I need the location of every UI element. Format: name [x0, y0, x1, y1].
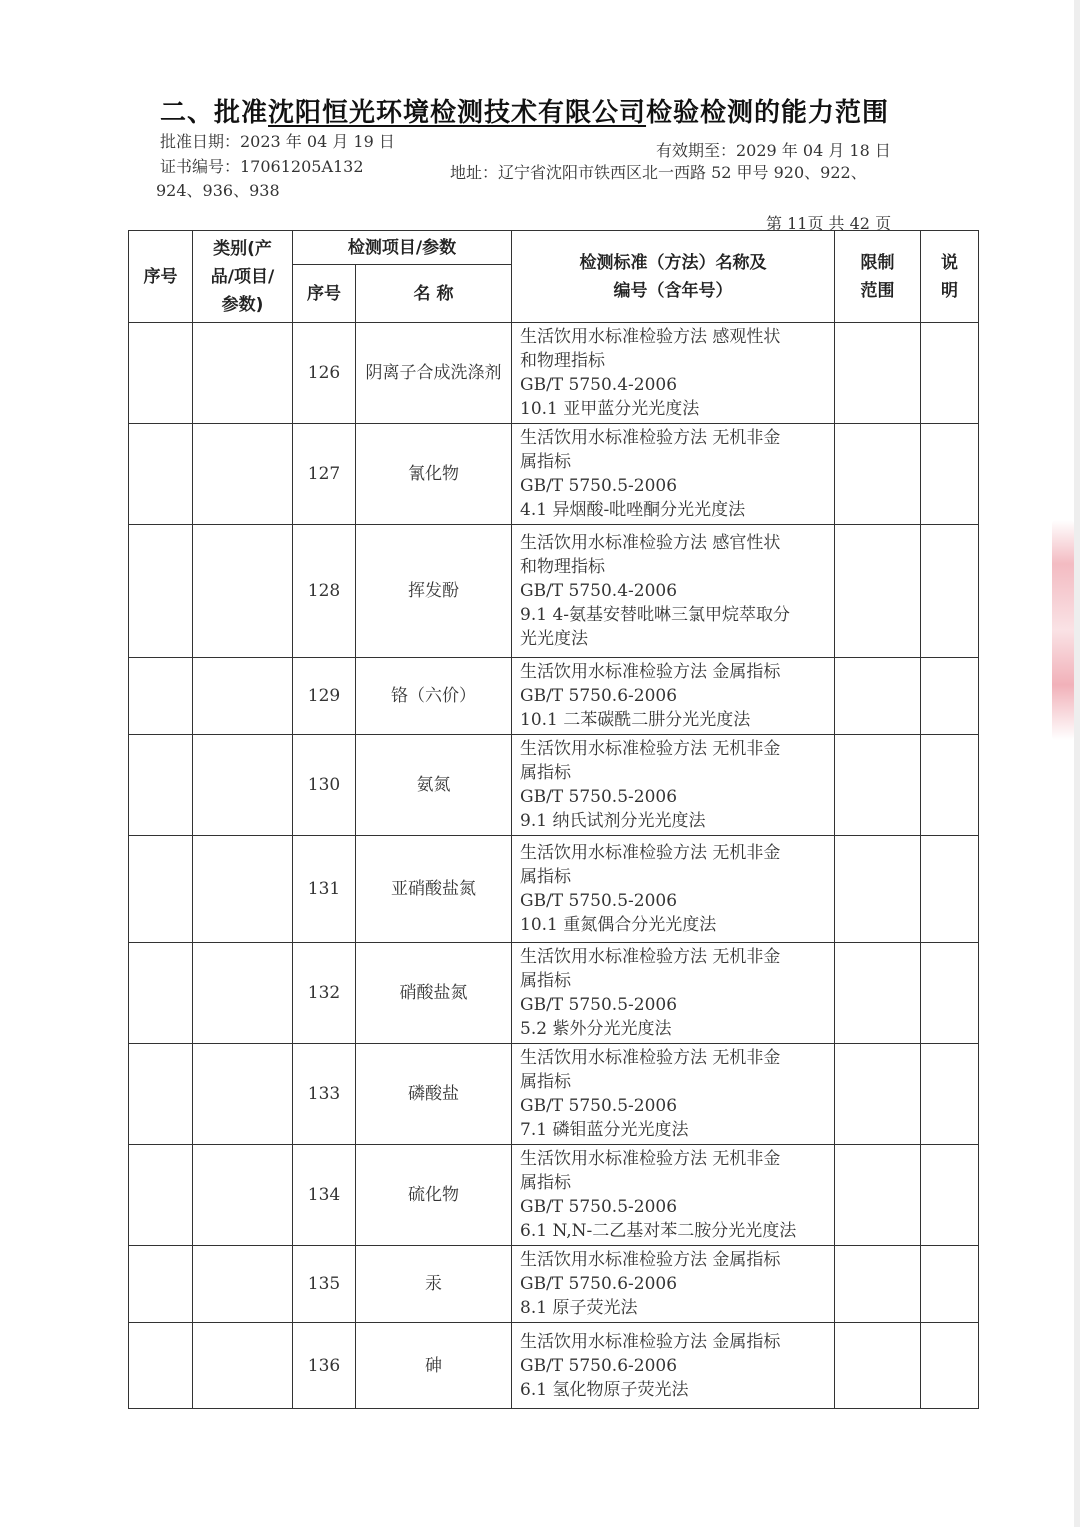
- cell-item-seq: 136: [293, 1323, 356, 1409]
- standard-line: 生活饮用水标准检验方法 金属指标: [520, 1331, 781, 1352]
- scan-edge: [1074, 0, 1080, 1527]
- cell-note: [921, 943, 979, 1044]
- standard-line: 和物理指标: [520, 557, 605, 577]
- header-item-name: 名 称: [356, 265, 512, 323]
- cell-seq: [129, 424, 193, 525]
- cell-limit: [835, 323, 921, 424]
- cell-category: [193, 943, 293, 1044]
- cell-note: [921, 1145, 979, 1246]
- cell-limit: [835, 424, 921, 525]
- title-prefix: 二、批准: [160, 98, 269, 128]
- table-row: [129, 658, 979, 735]
- cell-item-seq: 133: [293, 1044, 356, 1145]
- cell-category: [193, 323, 293, 424]
- table-row: [129, 836, 979, 943]
- cell-item-name: 阴离子合成洗涤剂: [356, 323, 512, 424]
- table-row: [129, 943, 979, 1044]
- cell-category: [193, 735, 293, 836]
- standard-line: GB/T 5750.5-2006: [520, 476, 678, 496]
- cell-seq: [129, 658, 193, 735]
- cell-item-seq: 132: [293, 943, 356, 1044]
- standard-line: GB/T 5750.5-2006: [520, 1197, 678, 1217]
- table-row: [129, 1145, 979, 1246]
- approval-date: 批准日期：2023 年 04 月 19 日: [160, 132, 395, 151]
- standard-line: 生活饮用水标准检验方法 无机非金: [520, 1048, 781, 1068]
- cell-item-seq: 128: [293, 525, 356, 658]
- standard-line: 7.1 磷钼蓝分光光度法: [520, 1120, 689, 1140]
- cell-standard: [512, 943, 835, 1044]
- cell-item-seq: 134: [293, 1145, 356, 1246]
- table-row: [129, 323, 979, 424]
- address: 地址：辽宁省沈阳市铁西区北一西路 52 甲号 920、922、: [450, 163, 867, 182]
- cell-seq: [129, 836, 193, 943]
- cell-seq: [129, 1323, 193, 1409]
- cell-note: [921, 658, 979, 735]
- capability-table: [128, 230, 979, 1409]
- cell-item-seq: 135: [293, 1246, 356, 1323]
- cell-seq: [129, 943, 193, 1044]
- cell-note: [921, 735, 979, 836]
- cell-note: [921, 836, 979, 943]
- cell-note: [921, 424, 979, 525]
- standard-line: GB/T 5750.6-2006: [520, 1355, 678, 1376]
- cell-seq: [129, 1044, 193, 1145]
- standard-line: 5.2 紫外分光光度法: [520, 1019, 672, 1039]
- header-seq: 序号: [129, 231, 193, 323]
- cell-item-seq: 130: [293, 735, 356, 836]
- cell-note: [921, 1323, 979, 1409]
- header-note: 说 明: [921, 231, 979, 323]
- standard-line: 属指标: [520, 763, 571, 783]
- standard-line: 10.1 二苯碳酰二肼分光光度法: [520, 710, 751, 730]
- cell-note: [921, 323, 979, 424]
- cell-item-seq: 131: [293, 836, 356, 943]
- standard-line: 生活饮用水标准检验方法 金属指标: [520, 662, 781, 682]
- standard-line: 生活饮用水标准检验方法 感观性状: [520, 327, 781, 347]
- cell-seq: [129, 323, 193, 424]
- cell-item-name: 亚硝酸盐氮: [356, 836, 512, 943]
- standard-line: 生活饮用水标准检验方法 金属指标: [520, 1250, 781, 1270]
- standard-line: 光光度法: [520, 629, 588, 649]
- cell-limit: [835, 525, 921, 658]
- cell-item-seq: 129: [293, 658, 356, 735]
- standard-line: 生活饮用水标准检验方法 无机非金: [520, 1149, 781, 1169]
- cell-limit: [835, 1323, 921, 1409]
- certificate-number: 证书编号：17061205A132: [160, 157, 364, 176]
- valid-until: 有效期至：2029 年 04 月 18 日: [656, 141, 891, 160]
- cell-standard: [512, 836, 835, 943]
- cell-limit: [835, 735, 921, 836]
- cell-category: [193, 1044, 293, 1145]
- page-title: [160, 92, 920, 129]
- cell-category: [193, 658, 293, 735]
- header-standard: 检测标准（方法）名称及 编号（含年号）: [512, 231, 835, 323]
- cell-standard: [512, 658, 835, 735]
- standard-line: GB/T 5750.6-2006: [520, 686, 678, 706]
- standard-line: 生活饮用水标准检验方法 无机非金: [520, 947, 781, 967]
- standard-line: 属指标: [520, 1173, 571, 1193]
- cell-limit: [835, 1145, 921, 1246]
- standard-line: 4.1 异烟酸-吡唑酮分光光度法: [520, 500, 746, 520]
- cell-item-name: 磷酸盐: [356, 1044, 512, 1145]
- cell-standard: [512, 1145, 835, 1246]
- standard-line: 生活饮用水标准检验方法 无机非金: [520, 739, 781, 759]
- standard-line: GB/T 5750.5-2006: [520, 1096, 678, 1116]
- standard-line: 6.1 氢化物原子荧光法: [520, 1379, 689, 1400]
- standard-line: 属指标: [520, 971, 571, 991]
- standard-line: 9.1 纳氏试剂分光光度法: [520, 811, 706, 831]
- title-suffix: 检验检测的能力范围: [646, 98, 890, 128]
- table-row: [129, 735, 979, 836]
- cell-standard: [512, 323, 835, 424]
- cell-item-seq: 127: [293, 424, 356, 525]
- header-item-group: 检测项目/参数: [293, 231, 512, 265]
- title-organization: 沈阳恒光环境检测技术有限公司: [268, 98, 647, 128]
- table-row: [129, 424, 979, 525]
- cell-seq: [129, 1246, 193, 1323]
- standard-line: GB/T 5750.5-2006: [520, 787, 678, 807]
- standard-line: 10.1 重氮偶合分光光度法: [520, 915, 717, 935]
- cell-seq: [129, 525, 193, 658]
- cell-item-name: 砷: [356, 1323, 512, 1409]
- cell-standard: [512, 1246, 835, 1323]
- table-body: [129, 323, 979, 1409]
- header-category: 类别(产 品/项目/ 参数): [193, 231, 293, 323]
- page-number: 第 11页 共 42 页: [766, 214, 892, 233]
- standard-line: 8.1 原子荧光法: [520, 1298, 638, 1318]
- standard-line: 9.1 4-氨基安替吡啉三氯甲烷萃取分: [520, 605, 790, 625]
- standard-line: 属指标: [520, 1072, 571, 1092]
- standard-line: GB/T 5750.4-2006: [520, 375, 678, 395]
- cell-category: [193, 1246, 293, 1323]
- cell-item-seq: 126: [293, 323, 356, 424]
- standard-line: 6.1 N,N-二乙基对苯二胺分光光度法: [520, 1221, 797, 1241]
- cell-limit: [835, 658, 921, 735]
- cell-limit: [835, 943, 921, 1044]
- cell-category: [193, 836, 293, 943]
- cell-standard: [512, 525, 835, 658]
- standard-line: GB/T 5750.6-2006: [520, 1274, 678, 1294]
- standard-line: 属指标: [520, 452, 571, 472]
- standard-line: 属指标: [520, 867, 571, 887]
- standard-line: 10.1 亚甲蓝分光光度法: [520, 399, 700, 419]
- cell-item-name: 氰化物: [356, 424, 512, 525]
- cell-limit: [835, 1044, 921, 1145]
- standard-line: 生活饮用水标准检验方法 无机非金: [520, 428, 781, 448]
- header-limit: 限制 范围: [835, 231, 921, 323]
- cell-category: [193, 424, 293, 525]
- table-row: [129, 525, 979, 658]
- cell-category: [193, 525, 293, 658]
- cell-note: [921, 1246, 979, 1323]
- cell-standard: [512, 1323, 835, 1409]
- cell-standard: [512, 735, 835, 836]
- cell-category: [193, 1145, 293, 1246]
- cell-note: [921, 525, 979, 658]
- table-row: [129, 1323, 979, 1409]
- red-seal-fragment: [1052, 520, 1074, 740]
- standard-line: GB/T 5750.4-2006: [520, 581, 678, 601]
- table-row: [129, 1044, 979, 1145]
- cell-item-name: 氨氮: [356, 735, 512, 836]
- cell-seq: [129, 1145, 193, 1246]
- cell-standard: [512, 1044, 835, 1145]
- cell-note: [921, 1044, 979, 1145]
- cell-limit: [835, 836, 921, 943]
- header-item-seq: 序号: [293, 265, 356, 323]
- standard-line: 和物理指标: [520, 351, 605, 371]
- cell-item-name: 硝酸盐氮: [356, 943, 512, 1044]
- cell-item-name: 铬（六价）: [356, 658, 512, 735]
- cell-standard: [512, 424, 835, 525]
- cell-item-name: 挥发酚: [356, 525, 512, 658]
- cell-limit: [835, 1246, 921, 1323]
- standard-line: GB/T 5750.5-2006: [520, 891, 678, 911]
- table-row: [129, 1246, 979, 1323]
- standard-line: GB/T 5750.5-2006: [520, 995, 678, 1015]
- cell-seq: [129, 735, 193, 836]
- cell-category: [193, 1323, 293, 1409]
- cell-item-name: 硫化物: [356, 1145, 512, 1246]
- standard-line: 生活饮用水标准检验方法 无机非金: [520, 843, 781, 863]
- cell-item-name: 汞: [356, 1246, 512, 1323]
- standard-line: 生活饮用水标准检验方法 感官性状: [520, 533, 781, 553]
- address-continued: 924、936、938: [156, 181, 280, 200]
